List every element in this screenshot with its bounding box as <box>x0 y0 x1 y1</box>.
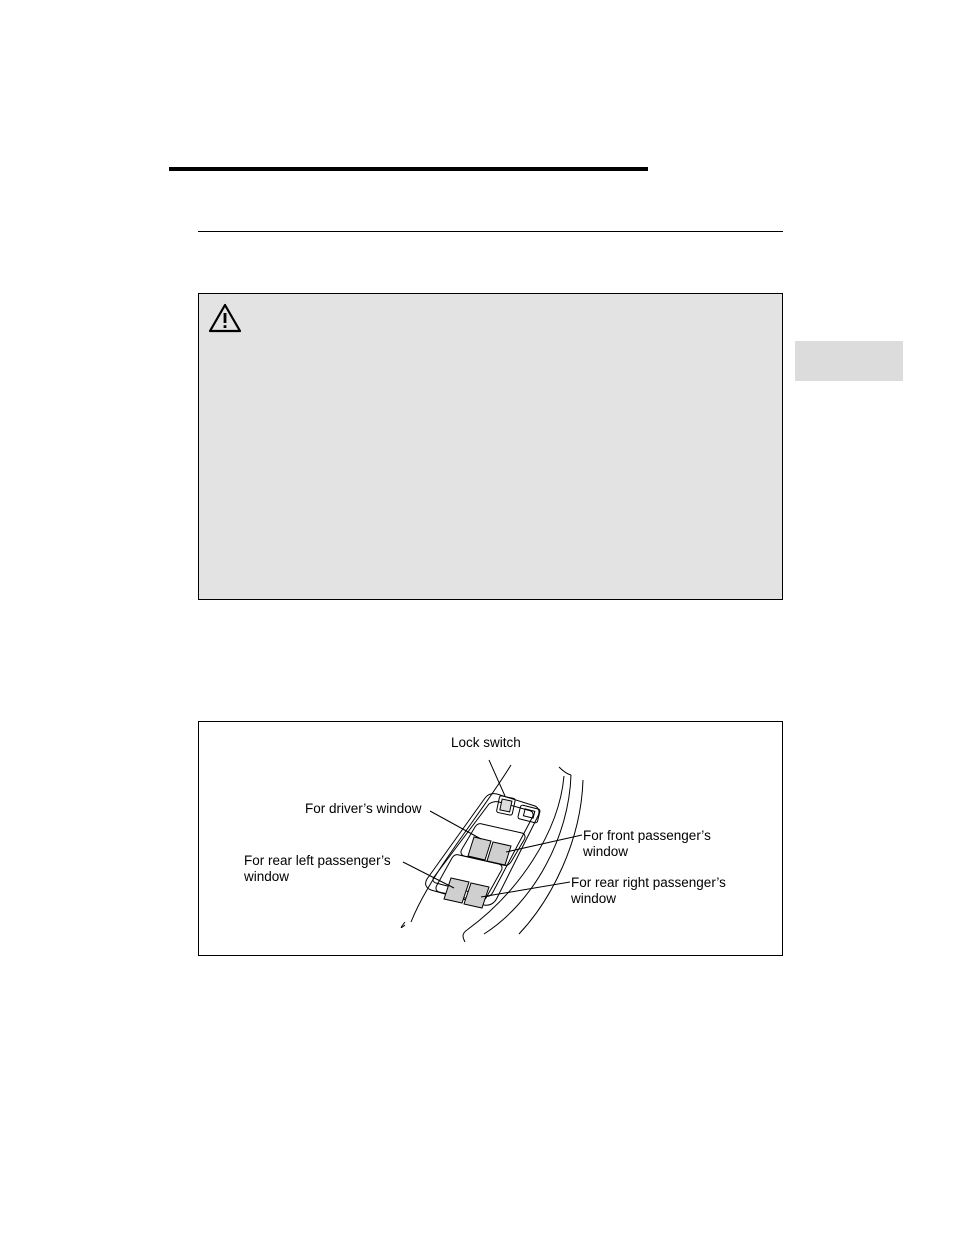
chapter-side-tab <box>795 341 903 381</box>
warning-triangle-icon <box>208 303 242 333</box>
front-passenger-label: For front passenger’s <box>583 828 711 843</box>
driver-window-label: For driver’s window <box>305 801 422 816</box>
rear-left-passenger-label-line2: window <box>244 869 290 884</box>
subsection-divider <box>198 231 783 232</box>
rear-right-passenger-label: For rear right passenger’s <box>571 875 726 890</box>
lock-switch-label: Lock switch <box>451 735 521 750</box>
front-passenger-label-line2: window <box>583 844 629 859</box>
section-heading-rule <box>169 167 648 171</box>
power-window-switch-figure <box>198 721 783 956</box>
warning-box <box>198 293 783 600</box>
rear-right-passenger-label-line2: window <box>571 891 617 906</box>
rear-left-passenger-label: For rear left passenger’s <box>244 853 391 868</box>
